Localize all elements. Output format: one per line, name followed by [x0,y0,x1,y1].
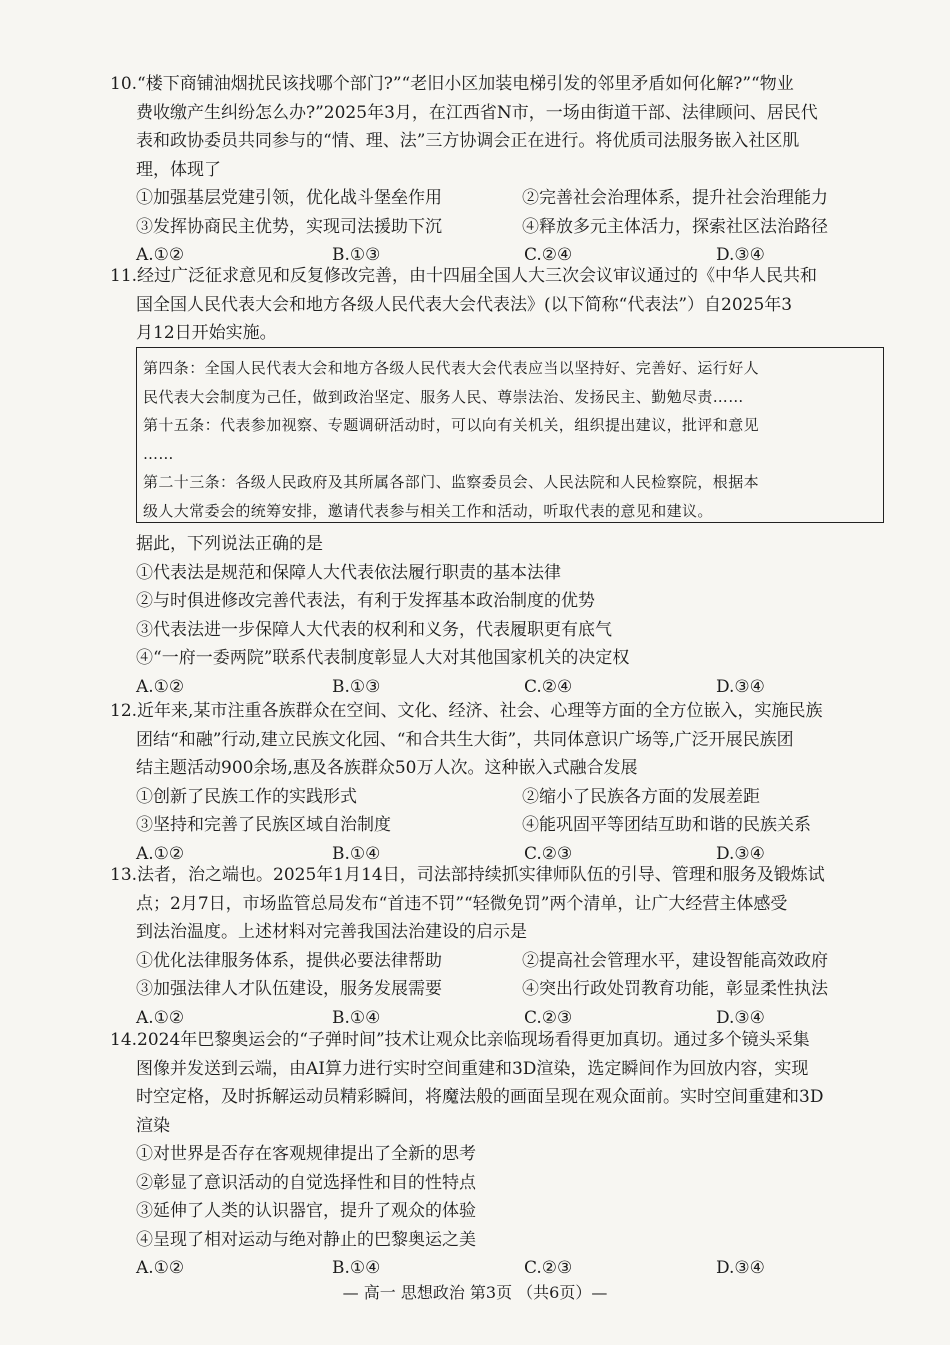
question-11-stem [110,262,918,348]
choice-d: D.③④ [716,1007,765,1028]
stem-line: 14.2024年巴黎奥运会的“子弹时间”技术让观众比亲临现场看得更加真切。通过多个镜头采集 [110,1030,810,1050]
stem-line: 理，体现了 [136,159,221,180]
option-4: ④释放多元主体活力，探索社区法治路径 [522,216,828,237]
excerpt-line: 第四条：全国人民代表大会和地方各级人民代表大会代表应当以坚持好、完善好、运行好人 [143,359,760,377]
option-3: ③加强法律人才队伍建设，服务发展需要 [136,979,442,999]
excerpt-line: 第十五条：代表参加视察、专题调研活动时，可以向有关机关，组织提出建议，批评和意见 [143,416,760,435]
option-1 [110,559,918,588]
option-3 [110,1197,918,1226]
choice-b: B.①③ [332,245,381,265]
stem-line: 国全国人民代表大会和地方各级人民代表大会代表法》(以下简称“代表法”）自2025年3 [136,294,793,315]
question-11 [110,262,918,348]
stem-line: 月12日开始实施。 [136,323,277,343]
stem-line: 图像并发送到云端，由AI算力进行实时空间重建和3D渲染，选定瞬间作为回放内容，实现 [136,1058,809,1079]
option-3: ③发挥协商民主优势，实现司法援助下沉 [136,216,442,237]
choice-c: C.②③ [524,1258,573,1278]
question-10 [110,70,918,270]
option-1 [110,1140,918,1169]
choice-c: C.②③ [524,843,573,864]
page-footer: — 高一 思想政治 第3页 （共6页）— [342,1283,608,1302]
question-13 [110,861,918,1032]
stem-line: 渲染 [136,1115,170,1136]
option-4: ④能巩固平等团结互助和谐的民族关系 [522,815,811,835]
option-4 [110,1226,918,1255]
options-row [110,811,918,840]
option-3: ③坚持和完善了民族区域自治制度 [136,815,391,835]
option-2: ②完善社会治理体系，提升社会治理能力 [522,188,828,208]
choice-c: C.②③ [524,1007,573,1028]
choice-a: A.①② [136,843,185,864]
excerpt-line: …… [143,444,174,463]
choice-a: A.①② [136,1007,185,1028]
choice-d: D.③④ [716,1258,765,1278]
stem-line: 时空定格，及时拆解运动员精彩瞬间，将魔法般的画面呈现在观众面前。实时空间重建和3D [136,1087,824,1107]
question-10-stem [110,70,918,184]
choice-b: B.①④ [332,843,381,864]
stem-line: 点；2月7日，市场监管总局发布“首违不罚”“轻微免罚”两个清单，让广大经营主体感受 [136,893,788,914]
choice-d: D.③④ [716,843,765,864]
option-text: ④“一府一委两院”联系代表制度彰显人大对其他国家机关的决定权 [136,648,630,668]
options-row [110,213,918,242]
option-text: ④呈现了相对运动与绝对静止的巴黎奥运之美 [136,1229,476,1250]
option-text: ③代表法进一步保障人大代表的权利和义务，代表履职更有底气 [136,619,612,640]
stem-line: 10.“楼下商铺油烟扰民该找哪个部门?”“老旧小区加装电梯引发的邻里矛盾如何化解?”“物业 [110,74,794,94]
excerpt-line: 民代表大会制度为己任，做到政治坚定、服务人民、尊崇法治、发扬民主、勤勉尽责…… [143,387,744,406]
stem-line: 到法治温度。上述材料对完善我国法治建设的启示是 [136,922,527,942]
option-text: ①对世界是否存在客观规律提出了全新的思考 [136,1144,476,1164]
choice-a: A.①② [136,676,185,697]
option-1: ①加强基层党建引领，优化战斗堡垒作用 [136,188,442,208]
question-12-stem [110,697,918,783]
options-row [110,783,918,812]
stem-line: 费收缴产生纠纷怎么办?”2025年3月，在江西省N市，一场由街道干部、法律顾问、居民代 [136,102,818,123]
option-2 [110,1169,918,1198]
stem-line: 11.经过广泛征求意见和反复修改完善，由十四届全国人大三次会议审议通过的《中华人民共和 [110,266,818,286]
choice-d: D.③④ [716,245,765,265]
option-text: ②彰显了意识活动的自觉选择性和目的性特点 [136,1172,476,1193]
choice-b: B.①④ [332,1258,381,1278]
stem-line: 结主题活动900余场,惠及各族群众50万人次。这种嵌入式融合发展 [136,758,638,778]
choice-b: B.①③ [332,676,381,697]
options-row [110,947,918,976]
question-lead [110,530,918,559]
option-text: ③延伸了人类的认识器官，提升了观众的体验 [136,1201,476,1221]
option-4 [110,644,918,673]
excerpt-line: 级人大常委会的统筹安排，邀请代表参与相关工作和活动，听取代表的意见和建议。 [143,501,713,520]
choice-b: B.①④ [332,1007,381,1028]
choice-d: D.③④ [716,676,765,697]
answer-choices [110,1254,918,1283]
stem-line: 12.近年来,某市注重各族群众在空间、文化、经济、社会、心理等方面的全方位嵌入，实施民族 [110,701,823,721]
law-excerpt-box [136,347,884,523]
question-14 [110,1026,918,1283]
option-2 [110,587,918,616]
question-14-stem [110,1026,918,1140]
choice-c: C.②④ [524,245,573,265]
stem-line: 表和政协委员共同参与的“情、理、法”三方协调会正在进行。将优质司法服务嵌入社区肌 [136,131,800,151]
stem-line: 13.法者，治之端也。2025年1月14日，司法部持续抓实律师队伍的引导、管理和服务及锻炼试 [110,865,825,885]
question-13-stem [110,861,918,947]
question-11-options [110,530,918,701]
choice-a: A.①② [136,245,185,265]
options-row [110,184,918,213]
option-1: ①创新了民族工作的实践形式 [136,786,357,807]
question-12 [110,697,918,868]
option-1: ①优化法律服务体系，提供必要法律帮助 [136,950,442,971]
option-text: ①代表法是规范和保障人大代表依法履行职责的基本法律 [136,562,561,583]
excerpt-line: 第二十三条：各级人民政府及其所属各部门、监察委员会、人民法院和人民检察院，根据本 [143,473,760,492]
option-2: ②提高社会管理水平，建设智能高效政府 [522,950,828,971]
option-2: ②缩小了民族各方面的发展差距 [522,786,760,807]
choice-c: C.②④ [524,676,573,697]
stem-line: 团结“和融”行动,建立民族文化园、“和合共生大街”，共同体意识广场等,广泛开展民族团 [136,729,794,750]
option-text: ②与时俱进修改完善代表法，有利于发挥基本政治制度的优势 [136,591,595,611]
option-3 [110,616,918,645]
choice-a: A.①② [136,1258,185,1278]
options-row [110,975,918,1004]
option-4: ④突出行政处罚教育功能，彰显柔性执法 [522,979,828,999]
lead-text: 据此，下列说法正确的是 [136,534,323,554]
